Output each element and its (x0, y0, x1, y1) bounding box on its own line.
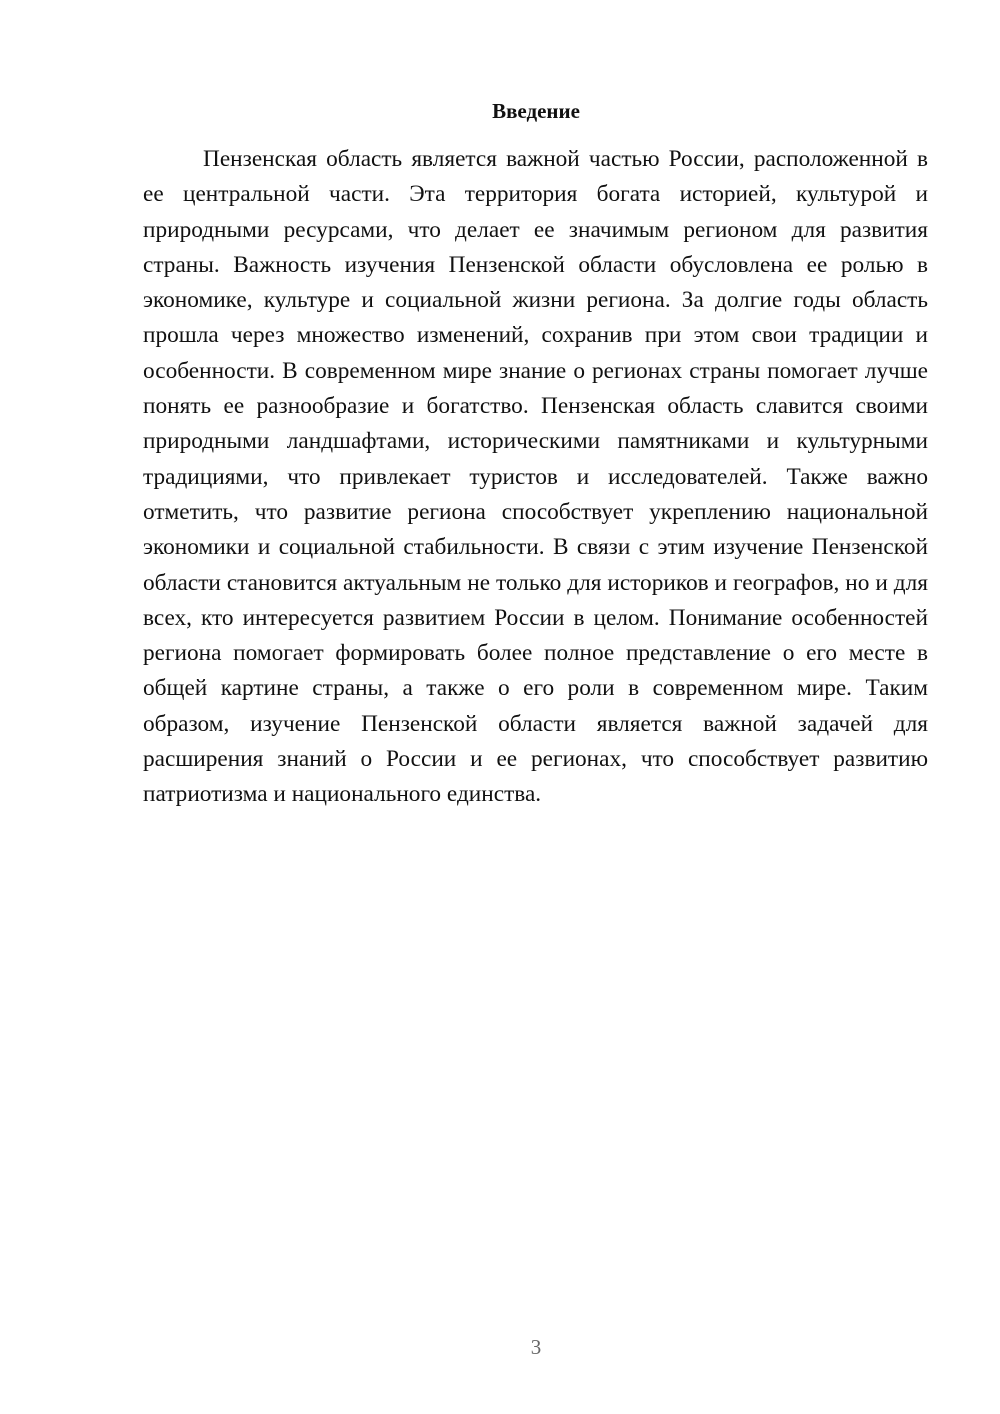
section-heading: Введение (492, 99, 580, 123)
introduction-paragraph: Пензенская область является важной частью России, расположенной в ее центральной части. Эта территория богата историей, культурой и природными ресурсами, что делает ее значимым регионом для развития страны. Важность изучения Пензенской области обусловлена ее ролью в экономике, культуре и социальной жизни региона. За долгие годы область прошла через множество изменений, сохранив при этом свои традиции и особенности. В современном мире знание о регионах страны помогает лучше понять ее разнообразие и богатство. Пензенская область славится своими природными ландшафтами, историческими памятниками и культурными традициями, что привлекает туристов и исследователей. Также важно отметить, что развитие региона способствует укреплению национальной экономики и социальной стабильности. В связи с этим изучение Пензенской области становится актуальным не только для историков и географов, но и для всех, кто интересуется развитием России в целом. Понимание особенностей региона помогает формировать более полное представление о его месте в общей картине страны, а также о его роли в современном мире. Таким образом, изучение Пензенской области является важной задачей для расширения знаний о России и ее регионах, что способствует развитию патриотизма и национального единства. (143, 146, 928, 808)
page-number: 3 (530, 1335, 542, 1359)
